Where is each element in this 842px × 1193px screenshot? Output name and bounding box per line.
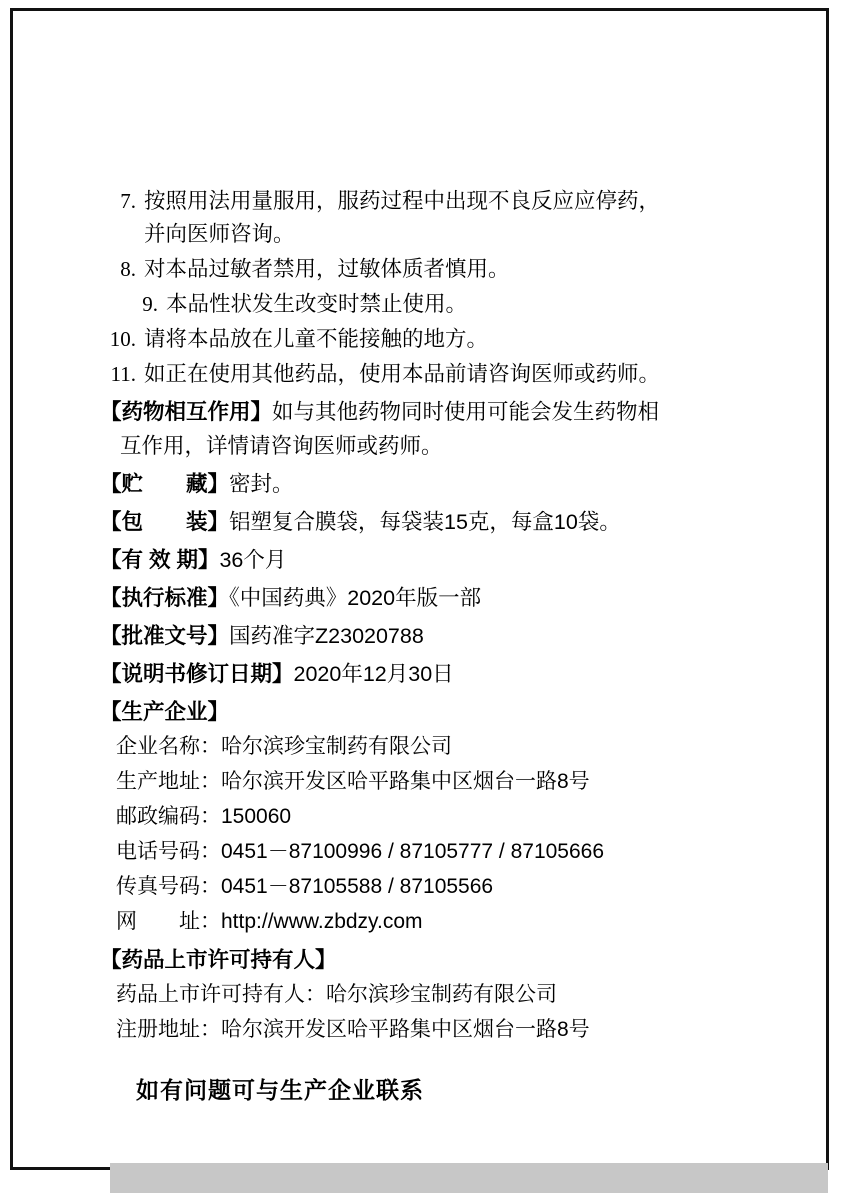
list-item: [100, 185, 760, 251]
section-label: 【生产企业】: [100, 700, 230, 724]
page-border-right: [826, 8, 829, 1170]
section-manufacturer: [100, 695, 760, 729]
list-item: [100, 288, 760, 321]
section-packaging: [100, 505, 760, 539]
page-border-top: [10, 8, 829, 11]
precautions-list: [100, 185, 760, 391]
list-item-text: 如正在使用其他药品，使用本品前请咨询医师或药师。: [144, 362, 661, 386]
list-item-number: 10.: [109, 327, 136, 351]
section-body: 如与其他药物同时使用可能会发生药物相: [272, 400, 660, 424]
list-item: [100, 358, 760, 391]
list-item-number: 11.: [110, 362, 136, 386]
section-shelf-life: [100, 543, 760, 577]
section-label: 【药物相互作用】: [100, 400, 273, 424]
section-label: 【药品上市许可持有人】: [100, 948, 337, 972]
list-item: [100, 323, 760, 356]
page-bottom-bar: [110, 1163, 828, 1193]
manufacturer-company-name: 企业名称：哈尔滨珍宝制药有限公司: [116, 735, 452, 758]
list-item: [100, 253, 760, 286]
list-item-text: 请将本品放在儿童不能接触的地方。: [144, 327, 489, 351]
list-item-continuation: 并向医师咨询。: [144, 222, 295, 246]
section-storage: [100, 467, 760, 501]
page-border-left: [10, 8, 13, 1170]
list-item-number: 7.: [120, 189, 136, 213]
list-item-number: 8.: [120, 257, 136, 281]
license-holder-name: 药品上市许可持有人：哈尔滨珍宝制药有限公司: [116, 983, 557, 1006]
section-label: 【包 装】: [100, 510, 230, 534]
list-item-text: 本品性状发生改变时禁止使用。: [166, 292, 468, 316]
list-item-text: 对本品过敏者禁用，过敏体质者慎用。: [144, 257, 510, 281]
section-label: 【贮 藏】: [100, 472, 230, 496]
list-item-text: 按照用法用量服用，服药过程中出现不良反应应停药， 并向医师咨询。: [144, 185, 760, 251]
document-content: [100, 185, 760, 1107]
section-label: 【执行标准】: [100, 586, 230, 610]
section-label: 【有 效 期】: [100, 548, 220, 572]
footer-note: 如有问题可与生产企业联系: [136, 1077, 424, 1103]
section-license-holder: [100, 943, 760, 977]
manufacturer-fax: 传真号码：0451－87105588 / 87105566: [116, 875, 494, 898]
section-body: 2020年12月30日: [293, 662, 454, 686]
section-drug-interactions: [100, 395, 760, 463]
section-label: 【说明书修订日期】: [100, 662, 294, 686]
section-standard: [100, 581, 760, 615]
section-body: 密封。: [229, 472, 294, 496]
section-approval-number: [100, 619, 760, 653]
section-body: 铝塑复合膜袋，每袋装15克，每盒10袋。: [229, 510, 621, 534]
manufacturer-postal-code: 邮政编码：150060: [116, 805, 292, 828]
manufacturer-website[interactable]: 网 址：http://www.zbdzy.com: [116, 910, 423, 933]
section-continuation: 互作用，详情请咨询医师或药师。: [120, 434, 443, 458]
section-body: 36个月: [219, 548, 287, 572]
section-label: 【批准文号】: [100, 624, 230, 648]
manufacturer-phone: 电话号码：0451－87100996 / 87105777 / 87105666: [116, 840, 605, 863]
section-revision-date: [100, 657, 760, 691]
license-holder-address: 注册地址：哈尔滨开发区哈平路集中区烟台一路8号: [116, 1018, 590, 1041]
section-body: 国药准字Z23020788: [229, 624, 424, 648]
section-body: 《中国药典》2020年版一部: [229, 586, 482, 610]
manufacturer-address: 生产地址：哈尔滨开发区哈平路集中区烟台一路8号: [116, 770, 590, 793]
list-item-number: 9.: [142, 292, 158, 316]
